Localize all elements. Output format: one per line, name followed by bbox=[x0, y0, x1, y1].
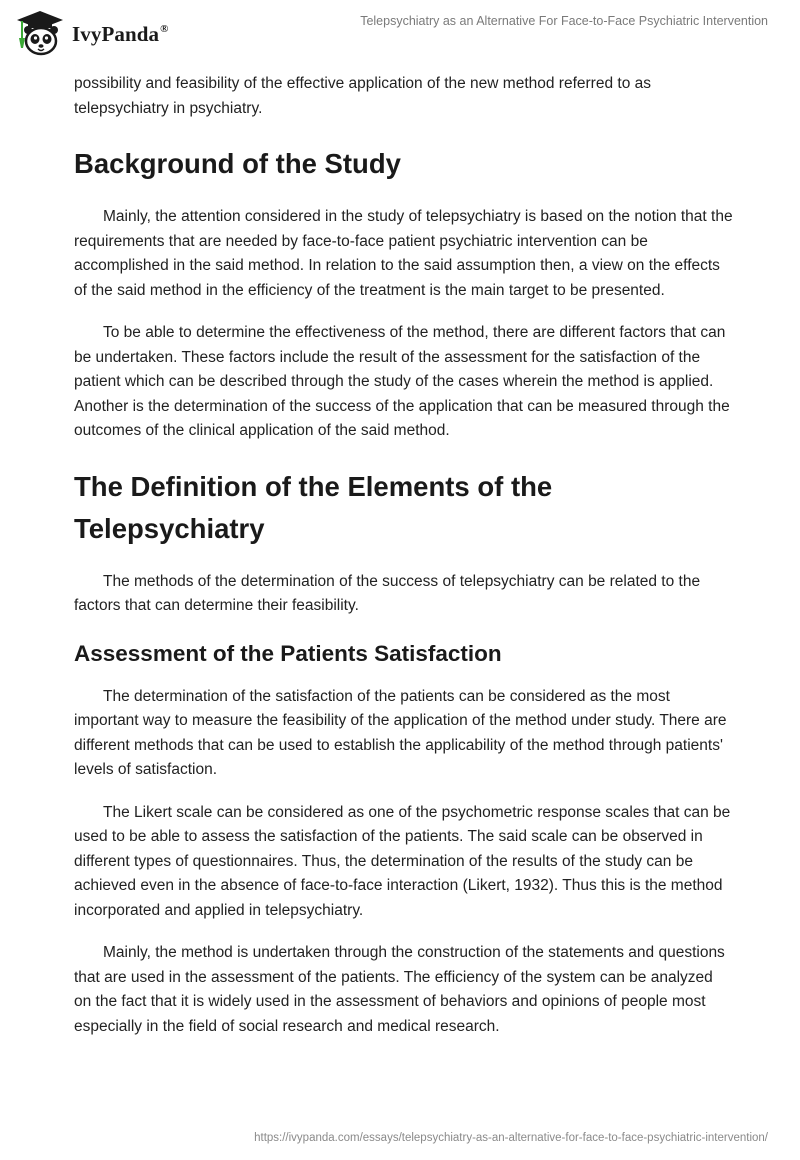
heading-definition: The Definition of the Elements of the Telepsychiatry bbox=[74, 470, 553, 544]
page-header bbox=[0, 0, 800, 64]
paragraph: Mainly, the method is undertaken through the construction of the statements and questions that are used in the assessment of the patients. The efficiency of the system can be analyzed on the fact that it is widely used in the assessment of behaviors and opinions of people most especially in the field of social research and medical research. bbox=[74, 944, 725, 1035]
intro-paragraph: possibility and feasibility of the effective application of the new method referred to as telepsychiatry in psychiatry. bbox=[74, 75, 651, 117]
heading-background: Background of the Study bbox=[74, 148, 401, 179]
essay-content bbox=[74, 72, 734, 1057]
paragraph: The determination of the satisfaction of the patients can be considered as the most important way to measure the feasibility of the application of the method under study. There are different methods that can be used to establish the applicability of the method through patients' levels of satisfaction. bbox=[74, 687, 727, 778]
paragraph: Mainly, the attention considered in the study of telepsychiatry is based on the notion that the requirements that are needed by face-to-face patient psychiatric intervention can be accomplished in the said method. In relation to the said assumption then, a view on the effects of the said method in the efficiency of the treatment is the main target to be presented. bbox=[74, 208, 733, 299]
document-title: Telepsychiatry as an Alternative For Face-to-Face Psychiatric Intervention bbox=[360, 14, 768, 28]
paragraph: The methods of the determination of the success of telepsychiatry can be related to the factors that can determine their feasibility. bbox=[74, 572, 701, 614]
ivypanda-logo[interactable] bbox=[14, 8, 169, 58]
logo-text: IvyPanda® bbox=[72, 21, 169, 46]
paragraph: To be able to determine the effectiveness of the method, there are different factors that can be undertaken. These factors include the result of the assessment for the satisfaction of the patient which can be described through the study of the cases wherein the method is applied. Another is the determination of the success of the application that can be measured through the outcomes of the clinical application of the said method. bbox=[74, 324, 730, 439]
heading-assessment: Assessment of the Patients Satisfaction bbox=[74, 640, 502, 666]
source-url-link[interactable]: https://ivypanda.com/essays/telepsychiatry-as-an-alternative-for-face-to-face-psychiatric-intervention/ bbox=[254, 1132, 768, 1144]
panda-graduate-icon bbox=[14, 8, 66, 58]
paragraph: The Likert scale can be considered as one of the psychometric response scales that can be used to be able to assess the satisfaction of the patients. The said scale can be observed in different types of questionnaires. Thus, the determination of the results of the study can be achieved even in the absence of face-to-face interaction (Likert, 1932). Thus this is the method incorporated and applied in telepsychiatry. bbox=[74, 803, 731, 919]
